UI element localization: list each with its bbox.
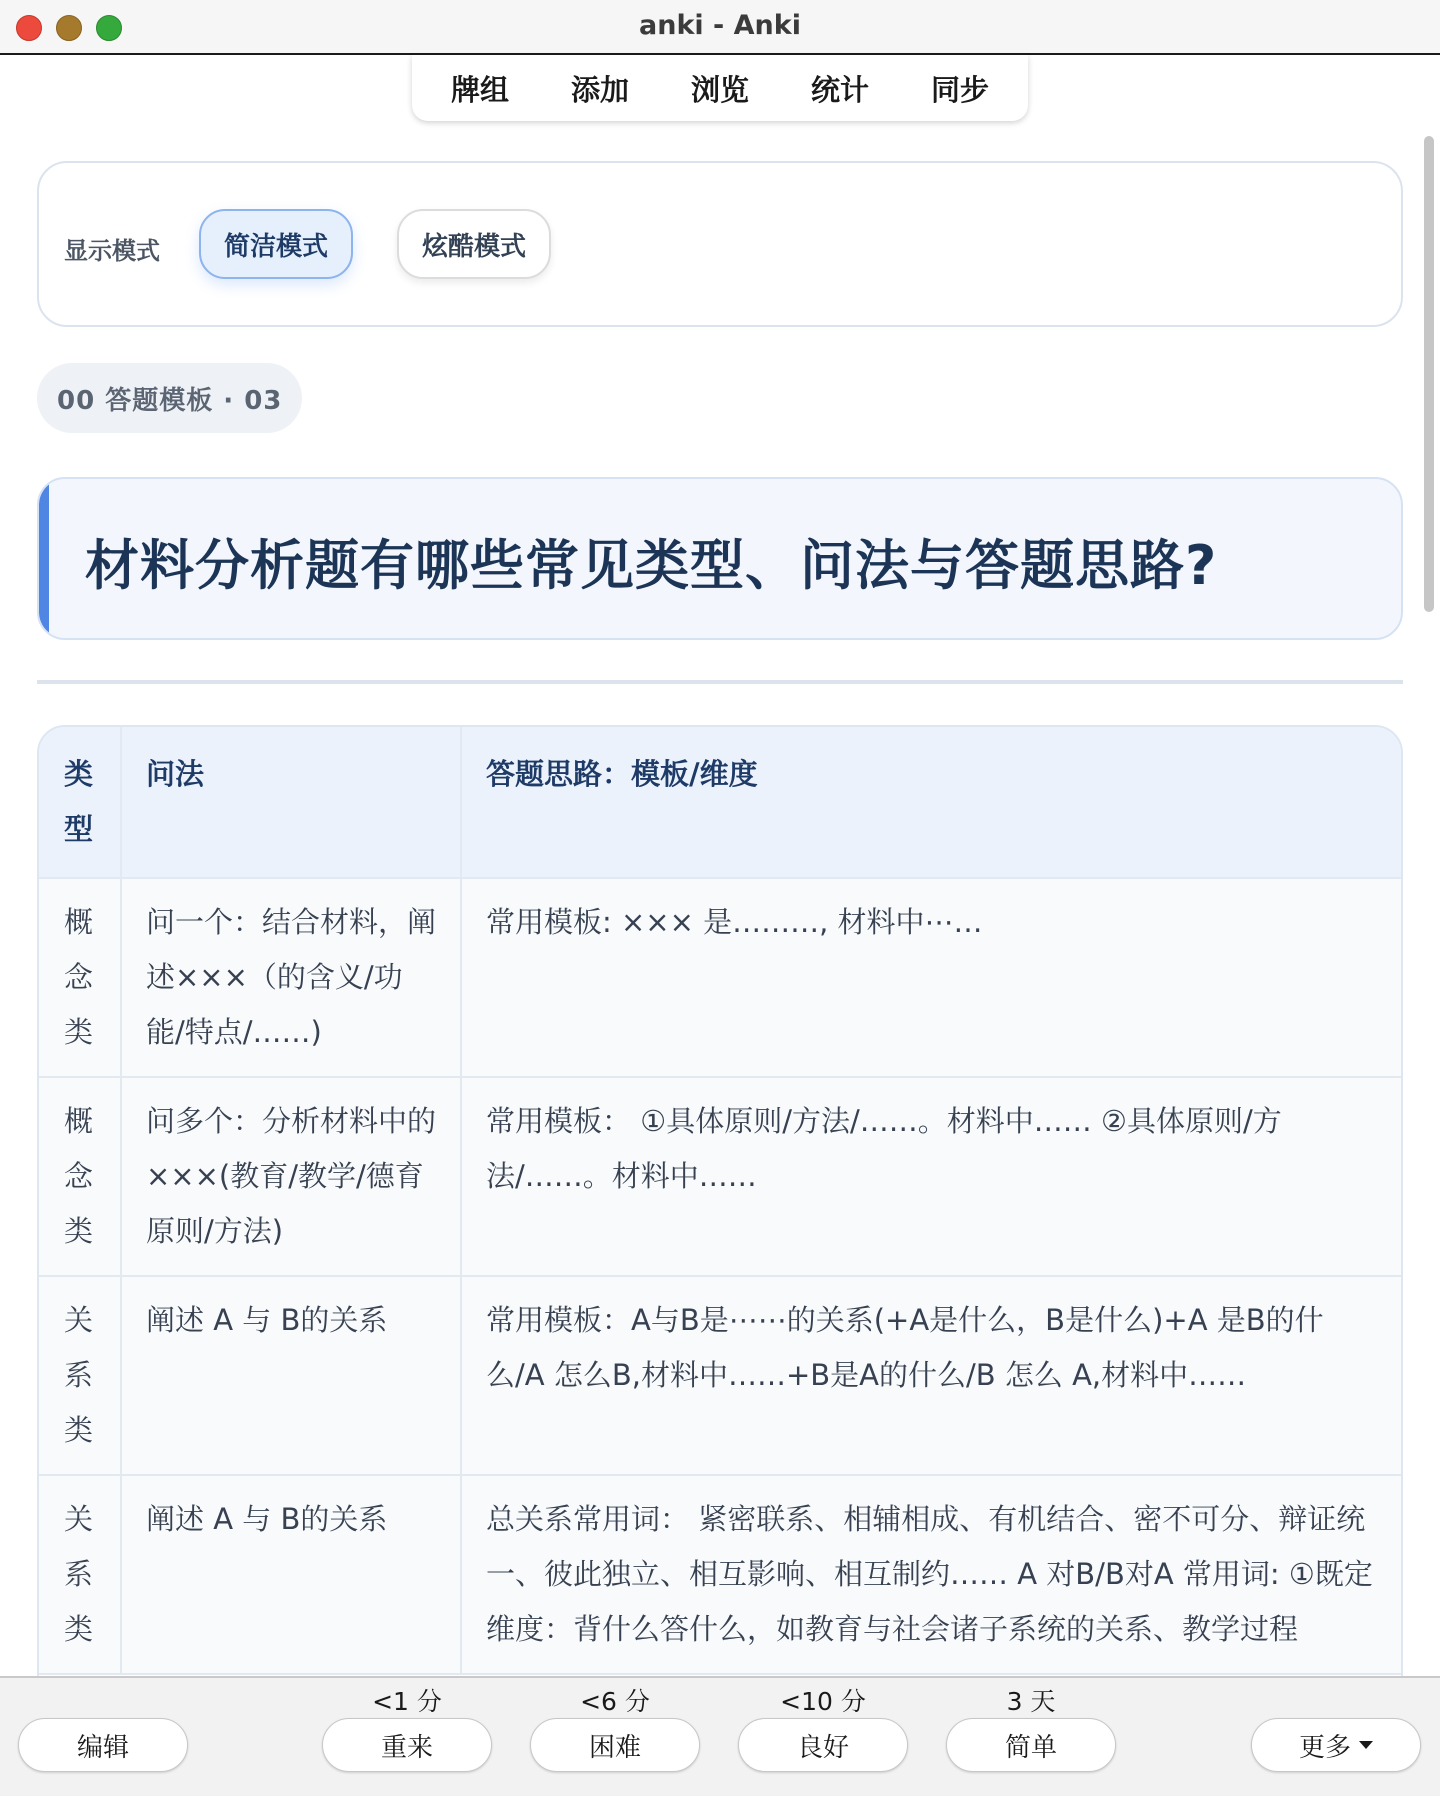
cell-answer: 常用模板: ××× 是………, 材料中⋯… <box>461 878 1401 1077</box>
table-header-row <box>39 727 1401 878</box>
cell-type: 概念类 <box>39 1077 121 1276</box>
question-title: 材料分析题有哪些常见类型、问法与答题思路? <box>85 534 1218 597</box>
table-row <box>39 1276 1401 1475</box>
nav-decks[interactable]: 牌组 <box>450 72 509 107</box>
question-accent-bar <box>39 479 49 638</box>
cell-answer: 常用模板： ①具体原则/方法/……。材料中…… ②具体原则/方法/……。材料中…… <box>461 1077 1401 1276</box>
hard-interval: <6 分 <box>580 1687 650 1716</box>
good-button[interactable]: 良好 <box>738 1718 908 1772</box>
cell-question: 阐述 A 与 B的关系 <box>121 1475 461 1674</box>
divider <box>37 680 1403 684</box>
nav-browse[interactable]: 浏览 <box>690 72 749 107</box>
header-type: 类型 <box>39 727 121 878</box>
header-answer: 答题思路：模板/维度 <box>461 727 1401 878</box>
simple-mode-button[interactable]: 简洁模式 <box>199 209 353 279</box>
easy-button[interactable]: 简单 <box>946 1718 1116 1772</box>
cell-answer: 总关系常用词： 紧密联系、相辅相成、有机结合、密不可分、辩证统一、彼此独立、相互影响、相互制约…… A 对B/B对A 常用词: ①既定维度：背什么答什么，如教育与社会诸子系统的关系、教学过程 <box>461 1475 1401 1674</box>
answer-table <box>37 725 1403 1745</box>
window-title: anki - Anki <box>639 10 801 41</box>
cell-type: 概念类 <box>39 878 121 1077</box>
vertical-scrollbar[interactable] <box>1424 136 1434 612</box>
table-row <box>39 1077 1401 1276</box>
cell-type: 关系类 <box>39 1276 121 1475</box>
display-mode-card <box>37 161 1403 327</box>
hard-button[interactable]: 困难 <box>530 1718 700 1772</box>
again-interval: <1 分 <box>372 1687 442 1716</box>
cell-type: 关系类 <box>39 1475 121 1674</box>
more-label: 更多 <box>1298 1732 1351 1763</box>
deck-chip: 00 答题模板 · 03 <box>37 363 302 433</box>
again-button[interactable]: 重来 <box>322 1718 492 1772</box>
edit-button[interactable]: 编辑 <box>18 1718 188 1772</box>
good-interval: <10 分 <box>780 1687 866 1716</box>
table-row <box>39 878 1401 1077</box>
cell-question: 阐述 A 与 B的关系 <box>121 1276 461 1475</box>
question-card <box>37 477 1403 640</box>
review-bottom-bar <box>0 1676 1440 1796</box>
table-row <box>39 1475 1401 1674</box>
cool-mode-button[interactable]: 炫酷模式 <box>397 209 551 279</box>
easy-interval: 3 天 <box>1006 1687 1056 1716</box>
cell-question: 问一个：结合材料，阐述×××（的含义/功能/特点/……) <box>121 878 461 1077</box>
chevron-down-icon <box>1359 1741 1373 1749</box>
more-button[interactable] <box>1251 1718 1421 1772</box>
nav-stats[interactable]: 统计 <box>810 72 869 107</box>
nav-sync[interactable]: 同步 <box>930 72 989 107</box>
top-nav <box>412 55 1028 121</box>
cell-question: 问多个：分析材料中的×××(教育/教学/德育原则/方法) <box>121 1077 461 1276</box>
display-mode-label: 显示模式 <box>64 237 160 265</box>
nav-add[interactable]: 添加 <box>570 72 629 107</box>
cell-answer: 常用模板：A与B是⋯⋯的关系(+A是什么，B是什么)+A 是B的什么/A 怎么B,材料中……+B是A的什么/B 怎么 A,材料中…… <box>461 1276 1401 1475</box>
header-question: 问法 <box>121 727 461 878</box>
title-bar <box>0 0 1440 55</box>
